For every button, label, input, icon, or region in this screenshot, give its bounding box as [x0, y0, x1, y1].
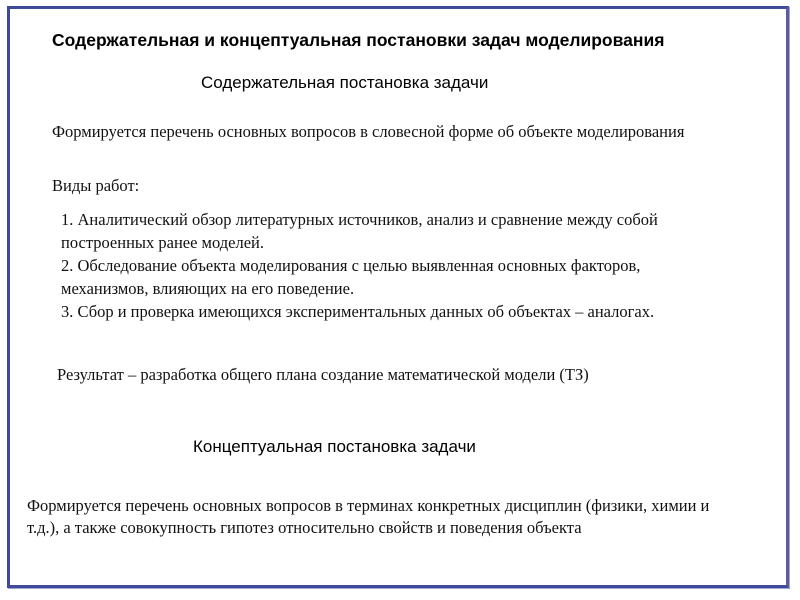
section-heading-conceptual-statement: Концептуальная постановка задачи	[193, 437, 476, 456]
content-statement-intro: Формируется перечень основных вопросов в словесной форме об объекте моделирования	[52, 122, 685, 141]
works-list	[61, 208, 726, 323]
section-heading-content-statement: Содержательная постановка задачи	[201, 73, 489, 92]
result-statement: Результат – разработка общего плана создание математической модели (ТЗ)	[57, 365, 589, 384]
list-item: 1. Аналитический обзор литературных источников, анализ и сравнение между собой построенных ранее моделей.	[61, 210, 658, 252]
works-types-label: Виды работ:	[52, 176, 140, 195]
list-item: 3. Сбор и проверка имеющихся экспериментальных данных об объектах – аналогах.	[61, 302, 655, 321]
list-item: 2. Обследование объекта моделирования с целью выявленная основных факторов, механизмов, влияющих на его поведение.	[61, 256, 641, 298]
slide-title: Содержательная и концептуальная постановки задач моделирования	[52, 30, 665, 50]
conceptual-statement-text: Формируется перечень основных вопросов в терминах конкретных дисциплин (физики, химии и т.д.), а также совокупность гипотез относительно свойств и поведения объекта	[27, 496, 710, 537]
